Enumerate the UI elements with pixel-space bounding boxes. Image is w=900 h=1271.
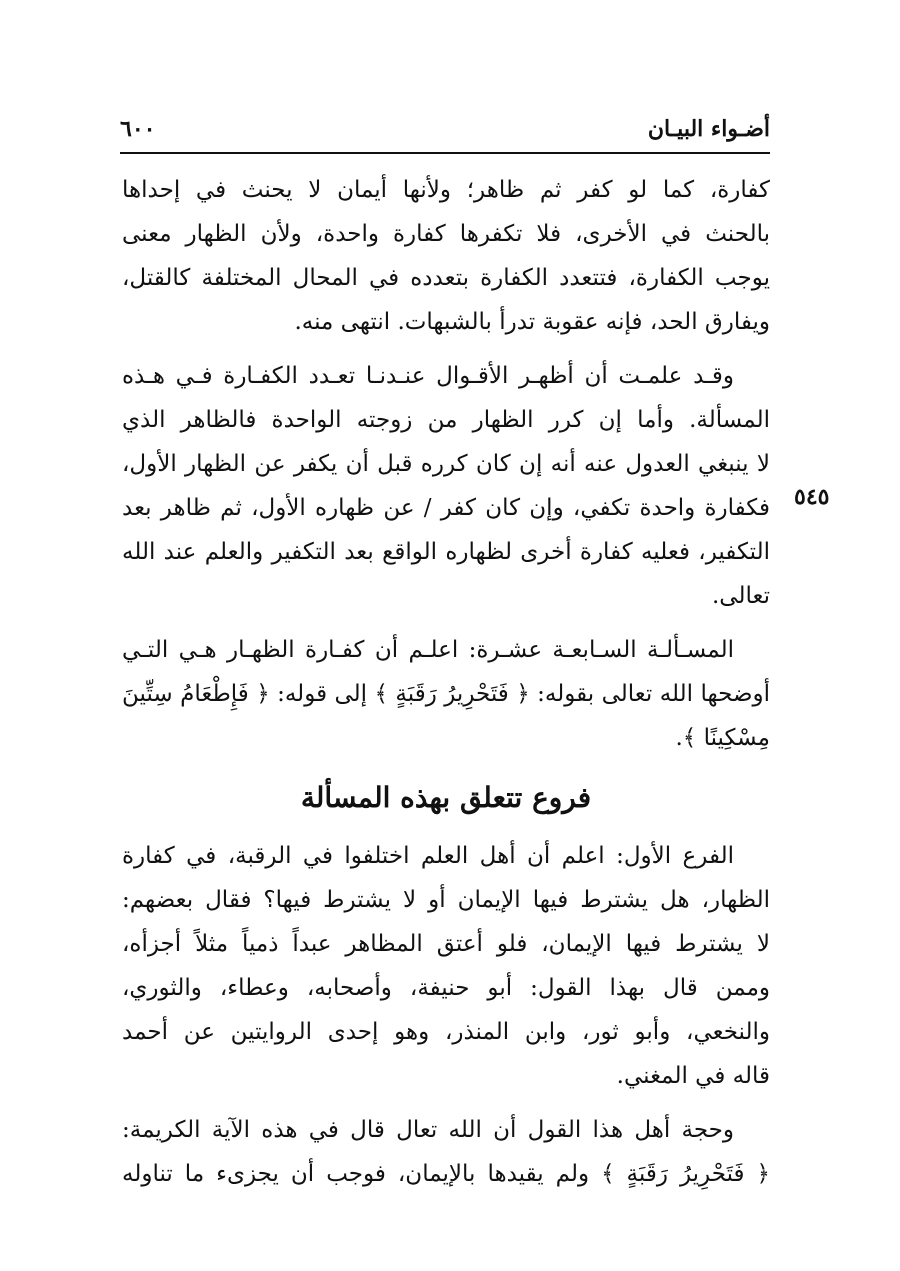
text-line: لا يشترط فيها الإيمان، فلو أعتق المظاهر عبداً ذمياً مثلاً أجزأه، — [122, 931, 770, 957]
text-line: المسألة. وأما إن كرر الظهار من زوجته الواحدة فالظاهر الذي — [122, 407, 770, 433]
text-line: الظهار، هل يشترط فيها الإيمان أو لا يشترط فيها؟ فقال بعضهم: — [122, 887, 770, 913]
page-number: ٦٠٠ — [120, 116, 156, 142]
paragraph-5 — [122, 1108, 770, 1196]
text-line-with-verse: مِسْكِينًا ﴾. — [675, 725, 770, 751]
text-line: كفارة، كما لو كفر ثم ظاهر؛ ولأنها أيمان لا يحنث في إحداها — [122, 177, 770, 203]
section-heading: فروع تتعلق بهذه المسألة — [300, 781, 592, 814]
running-title: أضـواء البيـان — [647, 116, 770, 142]
page-header — [120, 112, 770, 152]
header-rule — [120, 152, 770, 154]
text-line: قاله في المغني. — [616, 1063, 770, 1089]
text-line-with-verse: ﴿ فَتَحْرِيرُ رَقَبَةٍ ﴾ ولم يقيدها بالإيمان، فوجب أن يجزىء ما تناوله — [122, 1161, 770, 1187]
text-line-with-verse: أوضحها الله تعالى بقوله: ﴿ فَتَحْرِيرُ رَقَبَةٍ ﴾ إلى قوله: ﴿ فَإِطْعَامُ سِتِّينَ — [122, 681, 770, 707]
text-line: ويفارق الحد، فإنه عقوبة تدرأ بالشبهات. انتهى منه. — [294, 309, 770, 335]
text-line: التكفير، فعليه كفارة أخرى لظهاره الواقع بعد التكفير والعلم عند الله — [122, 539, 770, 565]
text-line: وممن قال بهذا القول: أبو حنيفة، وأصحابه، وعطاء، والثوري، — [122, 975, 770, 1001]
text-line: الفرع الأول: اعلم أن أهل العلم اختلفوا في الرقبة، في كفارة — [122, 843, 734, 869]
page-body — [122, 168, 770, 1206]
margin-page-marker: ٥٤٥ — [794, 484, 830, 510]
text-line: بالحنث في الأخرى، فلا تكفرها كفارة واحدة، ولأن الظهار معنى — [122, 221, 770, 247]
text-line: المسـألـة السـابعـة عشـرة: اعلـم أن كفـارة الظهـار هـي التـي — [122, 637, 734, 663]
text-line: تعالى. — [712, 583, 770, 609]
paragraph-2 — [122, 354, 770, 618]
text-line: وقـد علمـت أن أظهـر الأقـوال عنـدنـا تعـدد الكفـارة فـي هـذه — [122, 363, 734, 389]
paragraph-4 — [122, 834, 770, 1098]
text-line: وحجة أهل هذا القول أن الله تعال قال في هذه الآية الكريمة: — [122, 1117, 734, 1143]
paragraph-1 — [122, 168, 770, 344]
paragraph-3 — [122, 628, 770, 760]
text-line: لا ينبغي العدول عنه أنه إن كان كرره قبل أن يكفر عن الظهار الأول، — [122, 451, 770, 477]
text-line: فكفارة واحدة تكفي، وإن كان كفر / عن ظهاره الأول، ثم ظاهر بعد — [122, 495, 770, 521]
text-line: يوجب الكفارة، فتتعدد الكفارة بتعدده في المحال المختلفة كالقتل، — [122, 265, 770, 291]
text-line: والنخعي، وأبو ثور، وابن المنذر، وهو إحدى الروايتين عن أحمد — [122, 1019, 770, 1045]
